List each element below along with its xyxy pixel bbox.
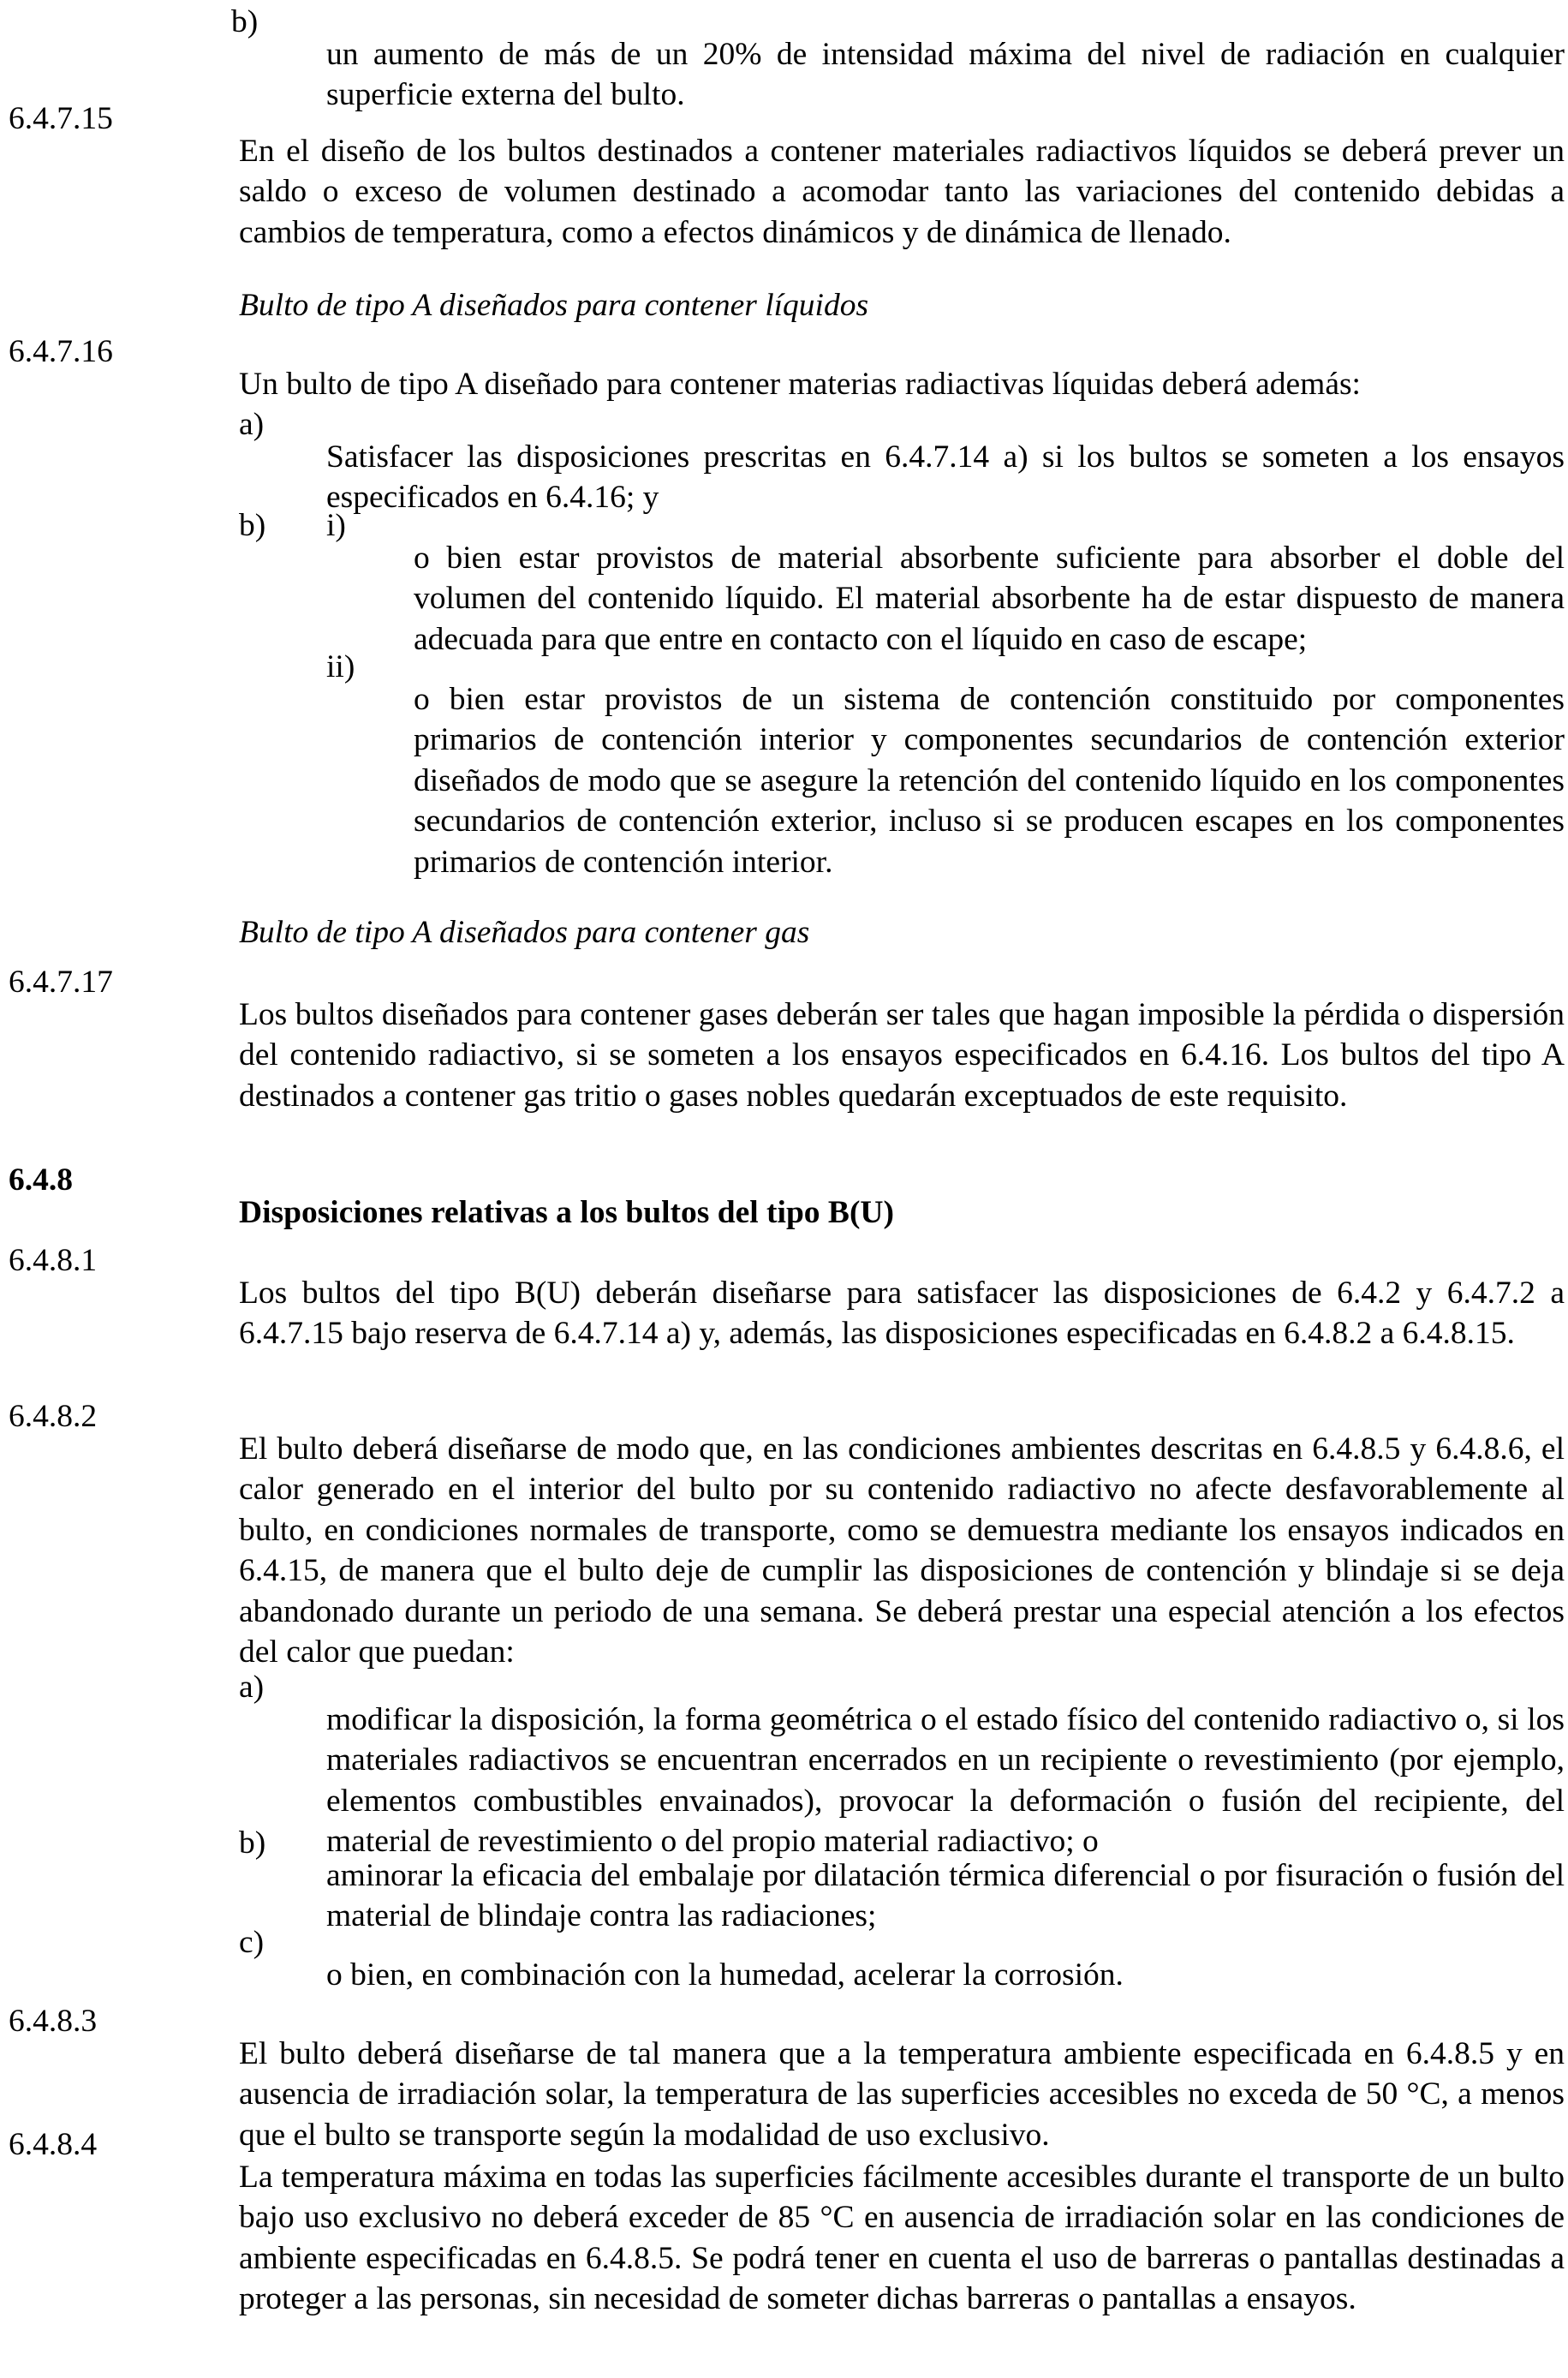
item-b-text-6-4-8-2: aminorar la eficacia del embalaje por dilatación térmica diferencial o por fisuración o fusión del material de blindaje contra las radiaciones; bbox=[326, 1857, 1565, 1933]
item-b-label-6-4-8-2: b) bbox=[239, 1825, 266, 1861]
section-title-6-4-8: Disposiciones relativas a los bultos del tipo B(U) bbox=[239, 1194, 894, 1230]
subitem-ii-text: o bien estar provistos de un sistema de contención constituido por componentes primarios de contención interior y componentes secundarios de contención exterior diseñados de modo que se asegure la retención del contenido líquido en los componentes secundarios de contención exterior, incluso si se producen escapes en los componentes primarios de contención interior. bbox=[414, 681, 1565, 880]
item-c-label-6-4-8-2: c) bbox=[239, 1925, 265, 1960]
paragraph-number-6-4-8-2: 6.4.8.2 bbox=[9, 1399, 98, 1434]
heading-tipo-a-gas: Bulto de tipo A diseñados para contener gas bbox=[239, 914, 810, 950]
paragraph-6-4-8-2: El bulto deberá diseñarse de modo que, en las condiciones ambientes descritas en 6.4.8.5 y 6.4.8.6, el calor generado en el interior del bulto por su contenido radiactivo no afecte desfavorablemente al bulto, en condiciones normales de transporte, como se demuestra mediante los ensayos indicados en 6.4.15, de manera que el bulto deje de cumplir las disposiciones de contención y blindaje si se deja abandonado durante un periodo de una semana. Se deberá prestar una especial atención a los efectos del calor que puedan: bbox=[239, 1431, 1565, 1670]
subitem-i-label: i) bbox=[326, 508, 346, 543]
item-a-label: a) bbox=[239, 407, 265, 442]
item-c-text-6-4-8-2: o bien, en combinación con la humedad, acelerar la corrosión. bbox=[326, 1957, 1124, 1993]
item-a-label-6-4-8-2: a) bbox=[239, 1670, 265, 1705]
heading-tipo-a-liquidos: Bulto de tipo A diseñados para contener líquidos bbox=[239, 287, 869, 323]
intro-item-text: un aumento de más de un 20% de intensidad máxima del nivel de radiación en cualquier superficie externa del bulto. bbox=[326, 36, 1565, 112]
item-b-label: b) bbox=[239, 508, 266, 543]
paragraph-6-4-8-1: Los bultos del tipo B(U) deberán diseñarse para satisfacer las disposiciones de 6.4.2 y 6.4.7.2 a 6.4.7.15 bajo reserva de 6.4.7.14 a) y, además, las disposiciones especificadas en 6.4.8.2 a 6.4.8.15. bbox=[239, 1275, 1565, 1351]
item-a-text: Satisfacer las disposiciones prescritas en 6.4.7.14 a) si los bultos se someten a los ensayos especificados en 6.4.16; y bbox=[326, 439, 1565, 515]
paragraph-6-4-7-15: En el diseño de los bultos destinados a contener materiales radiactivos líquidos se deberá prever un saldo o exceso de volumen destinado a acomodar tanto las variaciones del contenido debidas a cambios de temperatura, como a efectos dinámicos y de dinámica de llenado. bbox=[239, 133, 1565, 250]
section-number-6-4-8: 6.4.8 bbox=[9, 1162, 73, 1198]
paragraph-number-6-4-8-4: 6.4.8.4 bbox=[9, 2127, 98, 2162]
item-a-text-6-4-8-2: modificar la disposición, la forma geométrica o el estado físico del contenido radiactivo o, si los materiales radiactivos se encuentran encerrados en un recipiente o revestimiento (por ejemplo, elementos combustibles envainados), provocar la deformación o fusión del recipiente, del material de revestimiento o del propio material radiactivo; o bbox=[326, 1701, 1565, 1859]
paragraph-6-4-8-3: El bulto deberá diseñarse de tal manera que a la temperatura ambiente especificada en 6.4.8.5 y en ausencia de irradiación solar, la temperatura de las superficies accesibles no exceda de 50 °C, a menos que el bulto se transporte según la modalidad de uso exclusivo. bbox=[239, 2035, 1565, 2153]
paragraph-number-6-4-8-3: 6.4.8.3 bbox=[9, 2004, 98, 2039]
paragraph-6-4-8-4: La temperatura máxima en todas las superficies fácilmente accesibles durante el transporte de un bulto bajo uso exclusivo no deberá exceder de 85 °C en ausencia de irradiación solar en las condiciones de ambiente especificadas en 6.4.8.5. Se podrá tener en cuenta el uso de barreras o pantallas destinadas a proteger a las personas, sin necesidad de someter dichas barreras o pantallas a ensayos. bbox=[239, 2159, 1565, 2316]
paragraph-6-4-7-17: Los bultos diseñados para contener gases deberán ser tales que hagan imposible la pérdida o dispersión del contenido radiactivo, si se someten a los ensayos especificados en 6.4.16. Los bultos del tipo A destinados a contener gas tritio o gases nobles quedarán exceptuados de este requisito. bbox=[239, 996, 1565, 1114]
paragraph-number-6-4-7-15: 6.4.7.15 bbox=[9, 101, 113, 136]
paragraph-number-6-4-8-1: 6.4.8.1 bbox=[9, 1243, 98, 1278]
paragraph-6-4-7-16: Un bulto de tipo A diseñado para contener materias radiactivas líquidas deberá además: bbox=[239, 366, 1361, 402]
paragraph-number-6-4-7-17: 6.4.7.17 bbox=[9, 965, 113, 1000]
subitem-i-text: o bien estar provistos de material absorbente suficiente para absorber el doble del volumen del contenido líquido. El material absorbente ha de estar dispuesto de manera adecuada para que entre en contacto con el líquido en caso de escape; bbox=[414, 540, 1565, 657]
subitem-ii-label: ii) bbox=[326, 649, 355, 684]
paragraph-number-6-4-7-16: 6.4.7.16 bbox=[9, 334, 113, 369]
intro-item-label: b) bbox=[231, 4, 259, 39]
